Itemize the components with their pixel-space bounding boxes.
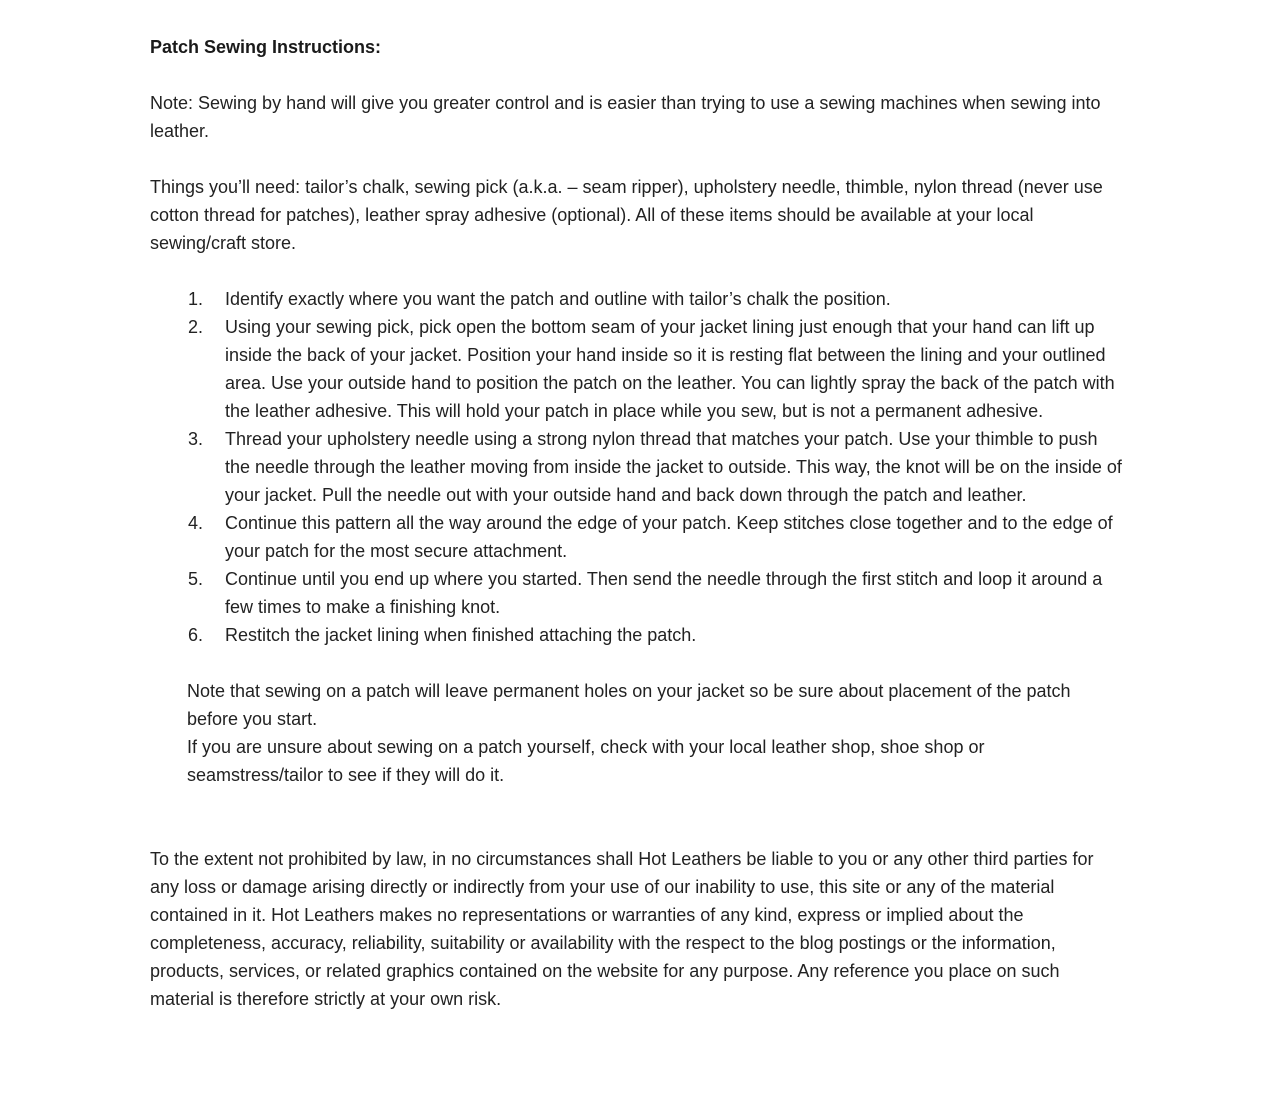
list-item-number: 3. (188, 429, 204, 449)
instructions-list (188, 285, 1125, 649)
list-item-text: Continue this pattern all the way around the edge of your patch. Keep stitches close together and to the edge of your patch for the most secure attachment. (225, 513, 1113, 561)
list-item-text: Continue until you end up where you started. Then send the needle through the first stitch and loop it around a few times to make a finishing knot. (225, 569, 1103, 617)
list-item-number: 6. (188, 625, 204, 645)
list-item-text: Identify exactly where you want the patch and outline with tailor’s chalk the position. (225, 289, 891, 309)
list-item-number: 5. (188, 569, 204, 589)
list-item-text: Thread your upholstery needle using a strong nylon thread that matches your patch. Use your thimble to push the needle through the leather moving from inside the jacket to outside. This way, the knot will be on the inside of your jacket. Pull the needle out with your outside hand and back down through the patch and leather. (225, 429, 1122, 505)
list-item-text: Using your sewing pick, pick open the bottom seam of your jacket lining just enough that your hand can lift up inside the back of your jacket. Position your hand inside so it is resting flat between the lining and your outlined area. Use your outside hand to position the patch on the leather. You can lightly spray the back of the patch with the leather adhesive. This will hold your patch in place while you sew, but is not a permanent adhesive. (225, 317, 1115, 421)
list-item-number: 4. (188, 513, 204, 533)
page-title: Patch Sewing Instructions: (150, 37, 382, 57)
alternative-note-paragraph: If you are unsure about sewing on a patch yourself, check with your local leather shop, shoe shop or seamstress/tailor to see if they will do it. (187, 737, 985, 785)
list-item (188, 425, 1125, 509)
legal-disclaimer-paragraph: To the extent not prohibited by law, in no circumstances shall Hot Leathers be liable to you or any other third parties for any loss or damage arising directly or indirectly from your use of our inability to use, this site or any of the material contained in it. Hot Leathers makes no representations or warranties of any kind, express or implied about the completeness, accuracy, reliability, suitability or availability with the respect to the blog postings or the information, products, services, or related graphics contained on the website for any purpose. Any reference you place on such material is therefore strictly at your own risk. (150, 849, 1094, 1009)
list-item (188, 565, 1125, 621)
list-item (188, 285, 1125, 313)
list-item (188, 313, 1125, 425)
placement-notes (187, 677, 1125, 789)
supplies-paragraph: Things you’ll need: tailor’s chalk, sewing pick (a.k.a. – seam ripper), upholstery needle, thimble, nylon thread (never use cotton thread for patches), leather spray adhesive (optional). All of these items should be available at your local sewing/craft store. (150, 177, 1103, 253)
list-item (188, 509, 1125, 565)
list-item (188, 621, 1125, 649)
list-item-text: Restitch the jacket lining when finished attaching the patch. (225, 625, 697, 645)
intro-note-paragraph: Note: Sewing by hand will give you greater control and is easier than trying to use a sewing machines when sewing into leather. (150, 93, 1101, 141)
list-item-number: 1. (188, 289, 204, 309)
placement-note-paragraph: Note that sewing on a patch will leave permanent holes on your jacket so be sure about placement of the patch before you start. (187, 681, 1071, 729)
list-item-number: 2. (188, 317, 204, 337)
